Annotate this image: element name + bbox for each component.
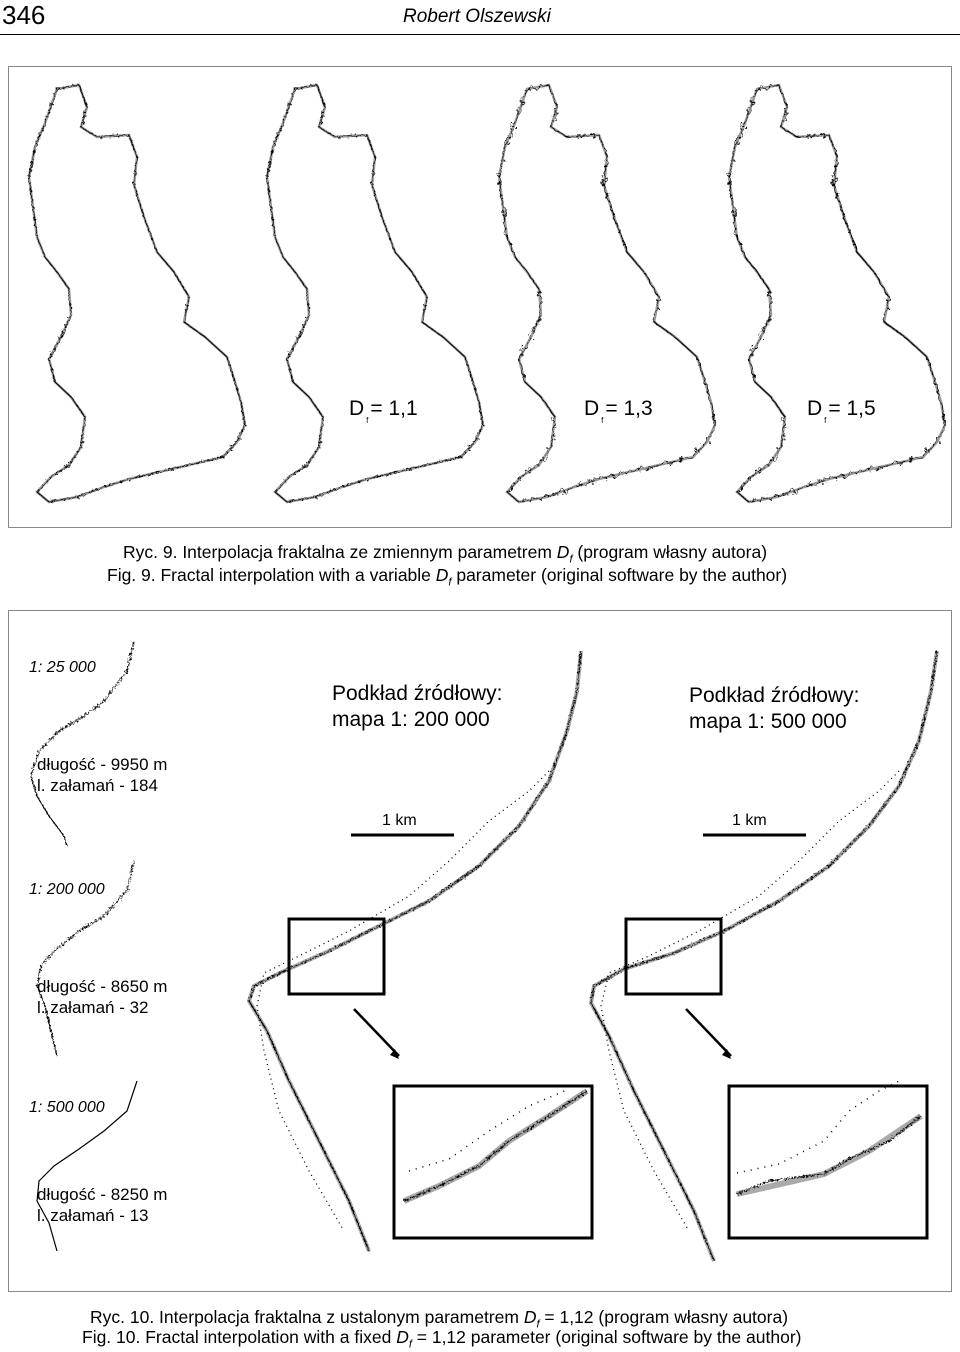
length-3: długość - 8250 m: [37, 1185, 168, 1204]
breaks-1: l. załamań - 184: [37, 776, 158, 795]
source-label-left: Podkład źródłowy: mapa 1: 200 000: [332, 682, 503, 731]
figure-9-caption-pl: Ryc. 9. Interpolacja fraktalna ze zmiennym parametrem $D_f$ (program własny autora): [123, 542, 768, 566]
length-2: długość - 8650 m: [37, 977, 168, 996]
map-df-1-5: [729, 85, 945, 502]
large-coastline-left: [249, 651, 592, 1251]
scalebar-label-right: 1 km: [732, 812, 767, 829]
measures-1: [37, 754, 167, 796]
figure-10-caption-pl: Ryc. 10. Interpolacja fraktalna z ustalonym parametrem $D_f = 1,12$ (program własny autora): [90, 1307, 789, 1331]
df-label-1: $D_f= 1,1$: [349, 397, 418, 425]
page-number: 346: [2, 0, 46, 30]
map-df-1-3: [499, 85, 715, 502]
scale-label-2: 1: 200 000: [29, 881, 105, 898]
measures-2: [37, 976, 167, 1018]
figure-9-maps: [9, 67, 951, 527]
map-df-1-1: [267, 85, 483, 502]
measures-3: [37, 1184, 167, 1226]
large-coastline-right: [591, 651, 937, 1261]
figure-9-panel: [8, 66, 952, 528]
figure-9-caption-en: Fig. 9. Fractal interpolation with a variable $D_f$ parameter (original software by the author): [107, 565, 788, 589]
breaks-2: l. załamań - 32: [37, 998, 149, 1017]
source-label-right: Podkład źródłowy: mapa 1: 500 000: [689, 684, 860, 733]
header-rule: [0, 34, 960, 35]
scale-label-1: 1: 25 000: [29, 659, 96, 676]
scale-label-3: 1: 500 000: [29, 1099, 105, 1116]
df-label-3: $D_f= 1,5$: [807, 397, 876, 425]
breaks-3: l. załamań - 13: [37, 1206, 149, 1225]
df-label-2: $D_f= 1,3$: [584, 397, 653, 425]
running-header-author: Robert Olszewski: [403, 6, 551, 27]
figure-10-caption-en: Fig. 10. Fractal interpolation with a fixed $D_f = 1,12$ parameter (original software by the author): [82, 1327, 802, 1351]
map-original-coastline: [29, 85, 245, 502]
length-1: długość - 9950 m: [37, 755, 168, 774]
scalebar-label-left: 1 km: [382, 812, 417, 829]
figure-10-panel: [8, 610, 952, 1292]
